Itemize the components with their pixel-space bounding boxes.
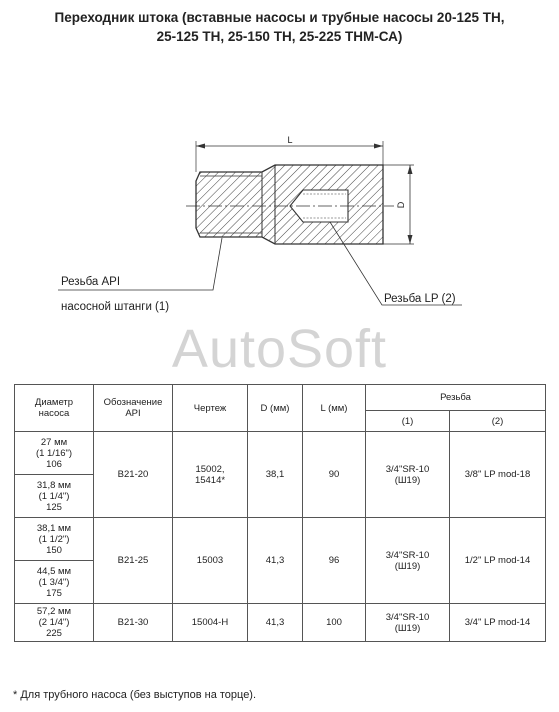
header-thread-2: (2): [450, 411, 546, 432]
designation-cell: B21-20: [94, 432, 173, 518]
d-cell: 41,3: [248, 604, 303, 642]
d-cell: 41,3: [248, 518, 303, 604]
header-l: L (мм): [303, 385, 366, 432]
d-cell: 38,1: [248, 432, 303, 518]
thread2-cell: 3/8" LP mod-18: [450, 432, 546, 518]
header-d: D (мм): [248, 385, 303, 432]
header-thread: Резьба: [366, 385, 546, 411]
l-cell: 90: [303, 432, 366, 518]
watermark: AutoSoft: [171, 319, 388, 379]
diameter-cell: 38,1 мм (1 1/2") 150: [15, 518, 94, 561]
l-cell: 100: [303, 604, 366, 642]
l-cell: 96: [303, 518, 366, 604]
adapter-drawing: [0, 0, 559, 330]
length-label: L: [287, 135, 293, 145]
diameter-label: D: [396, 201, 406, 209]
diameter-cell: 31,8 мм (1 1/4") 125: [15, 475, 94, 518]
drawing-cell: 15002, 15414*: [173, 432, 248, 518]
diameter-cell: 44,5 мм (1 3/4") 175: [15, 561, 94, 604]
designation-cell: B21-30: [94, 604, 173, 642]
header-drawing: Чертеж: [173, 385, 248, 432]
callout-lp: Резьба LP (2): [384, 293, 456, 305]
adapter-section: [196, 165, 383, 244]
table-row: [15, 604, 546, 642]
title-line-2: 25-125 ТН, 25-150 ТН, 25-225 ТНМ-СА): [156, 29, 403, 44]
table-row: [15, 432, 546, 475]
footnote: * Для трубного насоса (без выступов на торце).: [13, 689, 257, 701]
drawing-cell: 15003: [173, 518, 248, 604]
thread1-cell: 3/4"SR-10 (Ш19): [366, 432, 450, 518]
callout-api-line1: Резьба API: [61, 276, 121, 288]
header-diameter: Диаметр насоса: [15, 385, 94, 432]
callout-api-line2: насосной штанги (1): [61, 301, 170, 313]
header-thread-1: (1): [366, 411, 450, 432]
drawing-cell: 15004-H: [173, 604, 248, 642]
diameter-cell: 57,2 мм (2 1/4") 225: [15, 604, 94, 642]
diameter-cell: 27 мм (1 1/16") 106: [15, 432, 94, 475]
spec-table: [14, 384, 546, 642]
title-line-1: Переходник штока (вставные насосы и трубные насосы 20-125 ТН,: [54, 10, 505, 25]
thread1-cell: 3/4"SR-10 (Ш19): [366, 518, 450, 604]
thread1-cell: 3/4"SR-10 (Ш19): [366, 604, 450, 642]
table-row: [15, 518, 546, 561]
designation-cell: B21-25: [94, 518, 173, 604]
thread2-cell: 3/4" LP mod-14: [450, 604, 546, 642]
thread2-cell: 1/2" LP mod-14: [450, 518, 546, 604]
header-designation: Обозначение API: [94, 385, 173, 432]
